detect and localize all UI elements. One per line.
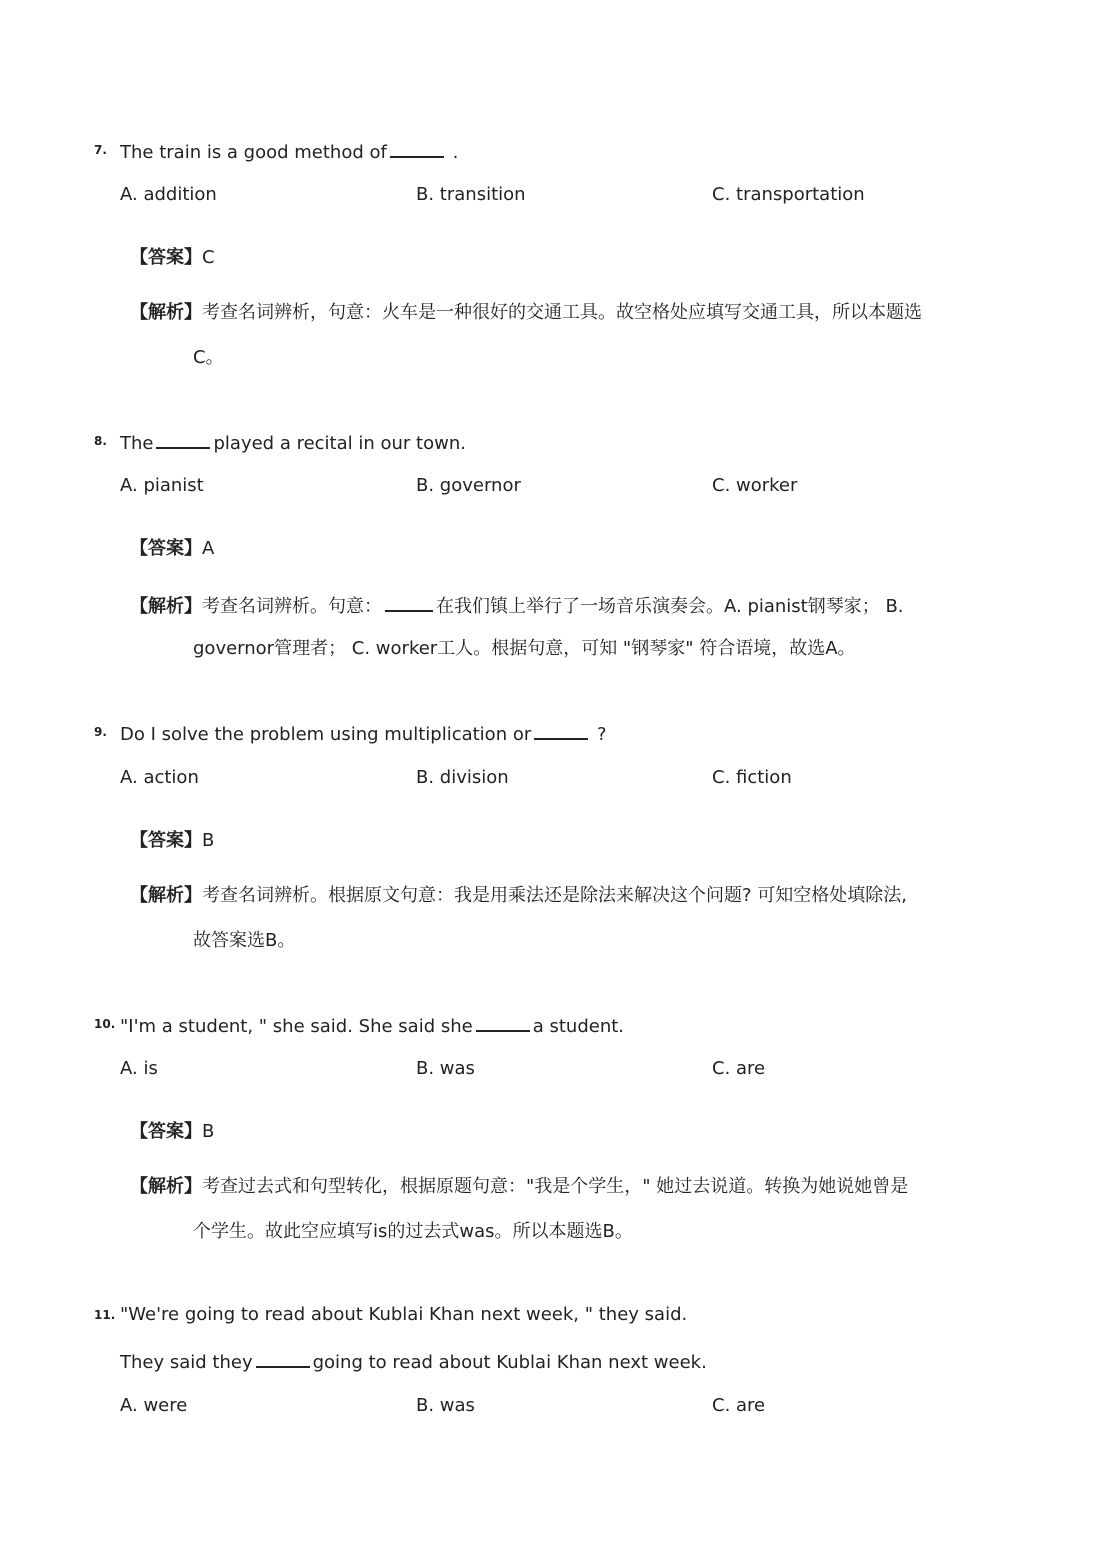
answer-value: C	[202, 247, 215, 268]
option-c: C. are	[712, 1395, 766, 1416]
option-c: C. are	[712, 1058, 766, 1079]
answer-tag: 【答案】	[130, 247, 202, 268]
answer-blank	[534, 720, 588, 740]
analysis-text: 在我们镇上举行了一场音乐演奏会。A. pianist钢琴家； B.	[436, 596, 904, 617]
question-number: 9.	[94, 725, 107, 739]
question-number: 11.	[94, 1308, 116, 1322]
answer-tag: 【答案】	[130, 538, 202, 559]
answer-blank	[156, 429, 210, 449]
option-b: B. division	[416, 767, 509, 788]
analysis-row	[130, 301, 922, 325]
question-number: 8.	[94, 434, 107, 448]
question-stem	[120, 429, 466, 456]
option-c: C. fiction	[712, 767, 792, 788]
stem-text: The	[120, 433, 154, 454]
stem-text: .	[446, 142, 459, 163]
answer-row	[130, 1120, 214, 1144]
stem-text: ?	[591, 724, 607, 745]
analysis-text-continued: governor管理者； C. worker工人。根据句意，可知 "钢琴家" 符合语境，故选A。	[193, 638, 856, 659]
question-stem: "We're going to read about Kublai Khan next week, " they said.	[120, 1304, 688, 1325]
answer-value: B	[202, 830, 215, 851]
question-number: 10.	[94, 1017, 116, 1031]
option-a: A. were	[120, 1395, 188, 1416]
analysis-text-continued: C。	[193, 347, 224, 368]
analysis-tag: 【解析】	[130, 885, 202, 906]
analysis-text-continued: 故答案选B。	[193, 930, 296, 951]
option-b: B. transition	[416, 184, 526, 205]
analysis-text-continued: 个学生。故此空应填写is的过去式was。所以本题选B。	[193, 1221, 633, 1242]
analysis-text: 考查名词辨析，句意：火车是一种很好的交通工具。故空格处应填写交通工具，所以本题选	[202, 302, 922, 323]
answer-blank	[476, 1012, 530, 1032]
answer-tag: 【答案】	[130, 830, 202, 851]
answer-row	[130, 537, 214, 561]
option-c: C. worker	[712, 475, 798, 496]
answer-blank	[390, 138, 444, 158]
analysis-text: 考查名词辨析。根据原文句意：我是用乘法还是除法来解决这个问题? 可知空格处填除法,	[202, 885, 907, 906]
stem-text: The train is a good method of	[120, 142, 387, 163]
analysis-tag: 【解析】	[130, 1176, 202, 1197]
analysis-row	[130, 592, 904, 619]
stem-text: a student.	[532, 1016, 625, 1037]
option-b: B. was	[416, 1395, 475, 1416]
stem-text: played a recital in our town.	[213, 433, 466, 454]
answer-row	[130, 246, 215, 270]
stem-text: Do I solve the problem using multiplication or	[120, 724, 532, 745]
question-number: 7.	[94, 143, 107, 157]
stem-text: "I'm a student, " she said. She said she	[120, 1016, 473, 1037]
option-a: A. is	[120, 1058, 158, 1079]
answer-blank	[256, 1348, 310, 1368]
stem-text: They said they	[120, 1352, 253, 1373]
analysis-text: 考查名词辨析。句意：	[202, 596, 382, 617]
analysis-text: 考查过去式和句型转化，根据原题句意："我是个学生，" 她过去说道。转换为她说她曾是	[202, 1176, 909, 1197]
answer-row	[130, 829, 214, 853]
stem-text: going to read about Kublai Khan next week.	[312, 1352, 707, 1373]
option-b: B. governor	[416, 475, 521, 496]
analysis-tag: 【解析】	[130, 302, 202, 323]
option-a: A. action	[120, 767, 199, 788]
option-b: B. was	[416, 1058, 475, 1079]
analysis-tag: 【解析】	[130, 596, 202, 617]
question-stem-continued	[120, 1348, 707, 1375]
question-stem	[120, 1012, 624, 1039]
answer-blank	[385, 592, 433, 612]
answer-value: B	[202, 1121, 215, 1142]
option-a: A. addition	[120, 184, 217, 205]
answer-value: A	[202, 538, 215, 559]
answer-tag: 【答案】	[130, 1121, 202, 1142]
question-stem	[120, 720, 607, 747]
option-a: A. pianist	[120, 475, 204, 496]
analysis-row	[130, 884, 907, 908]
option-c: C. transportation	[712, 184, 865, 205]
analysis-row	[130, 1175, 908, 1199]
question-stem	[120, 138, 458, 165]
